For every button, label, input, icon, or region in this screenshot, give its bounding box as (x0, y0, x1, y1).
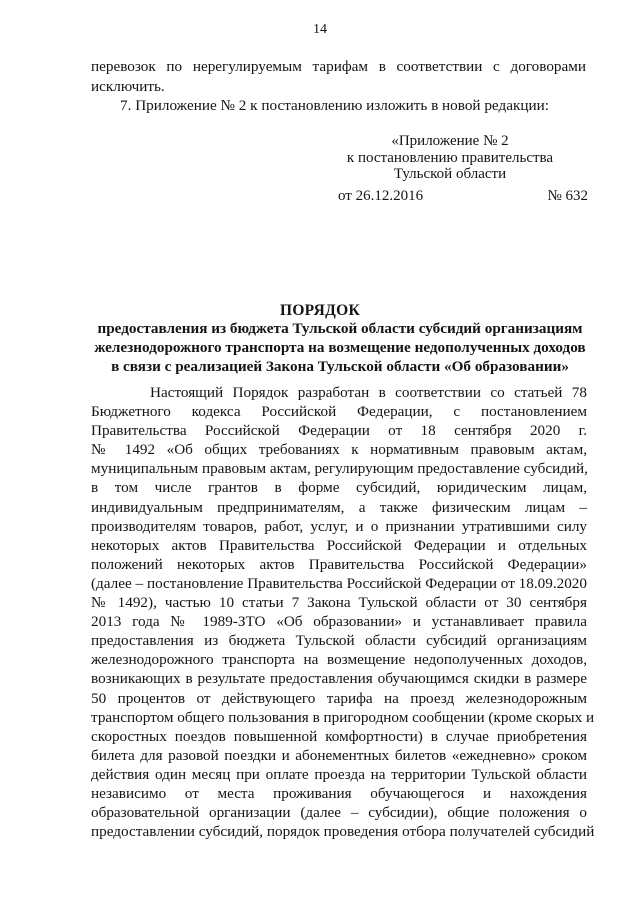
body-line: предоставления из бюджета Тульской области субсидий организациям (91, 632, 587, 650)
body-line: образовательной организации (далее – субсидии), общие положения о (91, 804, 587, 822)
body-line: предоставлении субсидий, порядок проведения отбора получателей субсидий (91, 823, 595, 841)
body-paragraph (91, 383, 595, 841)
body-line: индивидуальным предпринимателям, а также физическим лицам – (91, 498, 587, 516)
document-title: ПОРЯДОК (279, 302, 361, 319)
body-line: № 1492), частью 10 статьи 7 Закона Тульской области от 30 сентября (91, 594, 587, 612)
text-line: перевозок по нерегулируемым тарифам в соответствии с договорами (91, 58, 586, 75)
document-subtitle (70, 319, 610, 376)
subtitle-line: предоставления из бюджета Тульской области субсидий организациям (97, 320, 583, 337)
body-line: возникающих в результате предоставления обучающимся скидки в размере (91, 670, 587, 688)
annex-line: Тульской области (393, 166, 507, 182)
annex-date: от 26.12.2016 (338, 188, 424, 204)
annex-heading (338, 133, 562, 183)
body-line: 2013 года № 1989-ЗТО «Об образовании» и устанавливает правила (91, 613, 587, 631)
annex-date-number (338, 187, 588, 206)
body-line: в том числе грантов в форме субсидий, юридическим лицам, (91, 479, 587, 497)
subtitle-line: железнодорожного транспорта на возмещение недополученных доходов (94, 339, 586, 356)
preceding-text (91, 57, 586, 116)
body-line: некоторых актов Правительства Российской Федерации и отдельных (91, 536, 587, 554)
body-line: № 1492 «Об общих требованиях к нормативным правовым актам, (91, 441, 587, 459)
annex-line: к постановлению правительства (346, 149, 554, 166)
body-line: 50 процентов от действующего тарифа на проезд железнодорожным (91, 689, 587, 707)
body-line: положений некоторых актов Правительства Российской Федерации» (91, 555, 587, 573)
amendment-instruction: 7. Приложение № 2 к постановлению изложить в новой редакции: (120, 97, 549, 114)
annex-line: «Приложение № 2 (391, 133, 509, 149)
body-line: Настоящий Порядок разработан в соответствии со статьей 78 (150, 384, 587, 401)
body-line: Правительства Российской Федерации от 18 сентября 2020 г. (91, 422, 587, 440)
body-line: Бюджетного кодекса Российской Федерации, с постановлением (91, 403, 587, 421)
body-line: действия один месяц при оплате проезда на территории Тульской области (91, 765, 587, 783)
subtitle-line: в связи с реализацией Закона Тульской области «Об образовании» (111, 358, 569, 375)
body-line: железнодорожного транспорта на возмещение недополученных доходов, (91, 651, 587, 669)
body-line: производителям товаров, работ, услуг, и о признании утратившими силу (91, 517, 587, 535)
text-line: исключить. (91, 77, 165, 95)
body-line: транспортом общего пользования в пригородном сообщении (кроме скорых и (91, 708, 595, 726)
body-line: муниципальным правовым актам, регулирующим предоставление субсидий, (91, 460, 588, 478)
annex-number: № 632 (547, 188, 588, 204)
body-line: (далее – постановление Правительства Российской Федерации от 18.09.2020 (91, 574, 587, 592)
body-line: билета для разовой поездки и абонементных билетов «ежедневно» сроком (91, 746, 587, 764)
page-number: 14 (313, 22, 327, 37)
body-line: независимо от места проживания обучающегося и нахождения (91, 784, 587, 802)
body-line: скоростных поездов повышенной комфортности) в случае приобретения (91, 727, 587, 745)
